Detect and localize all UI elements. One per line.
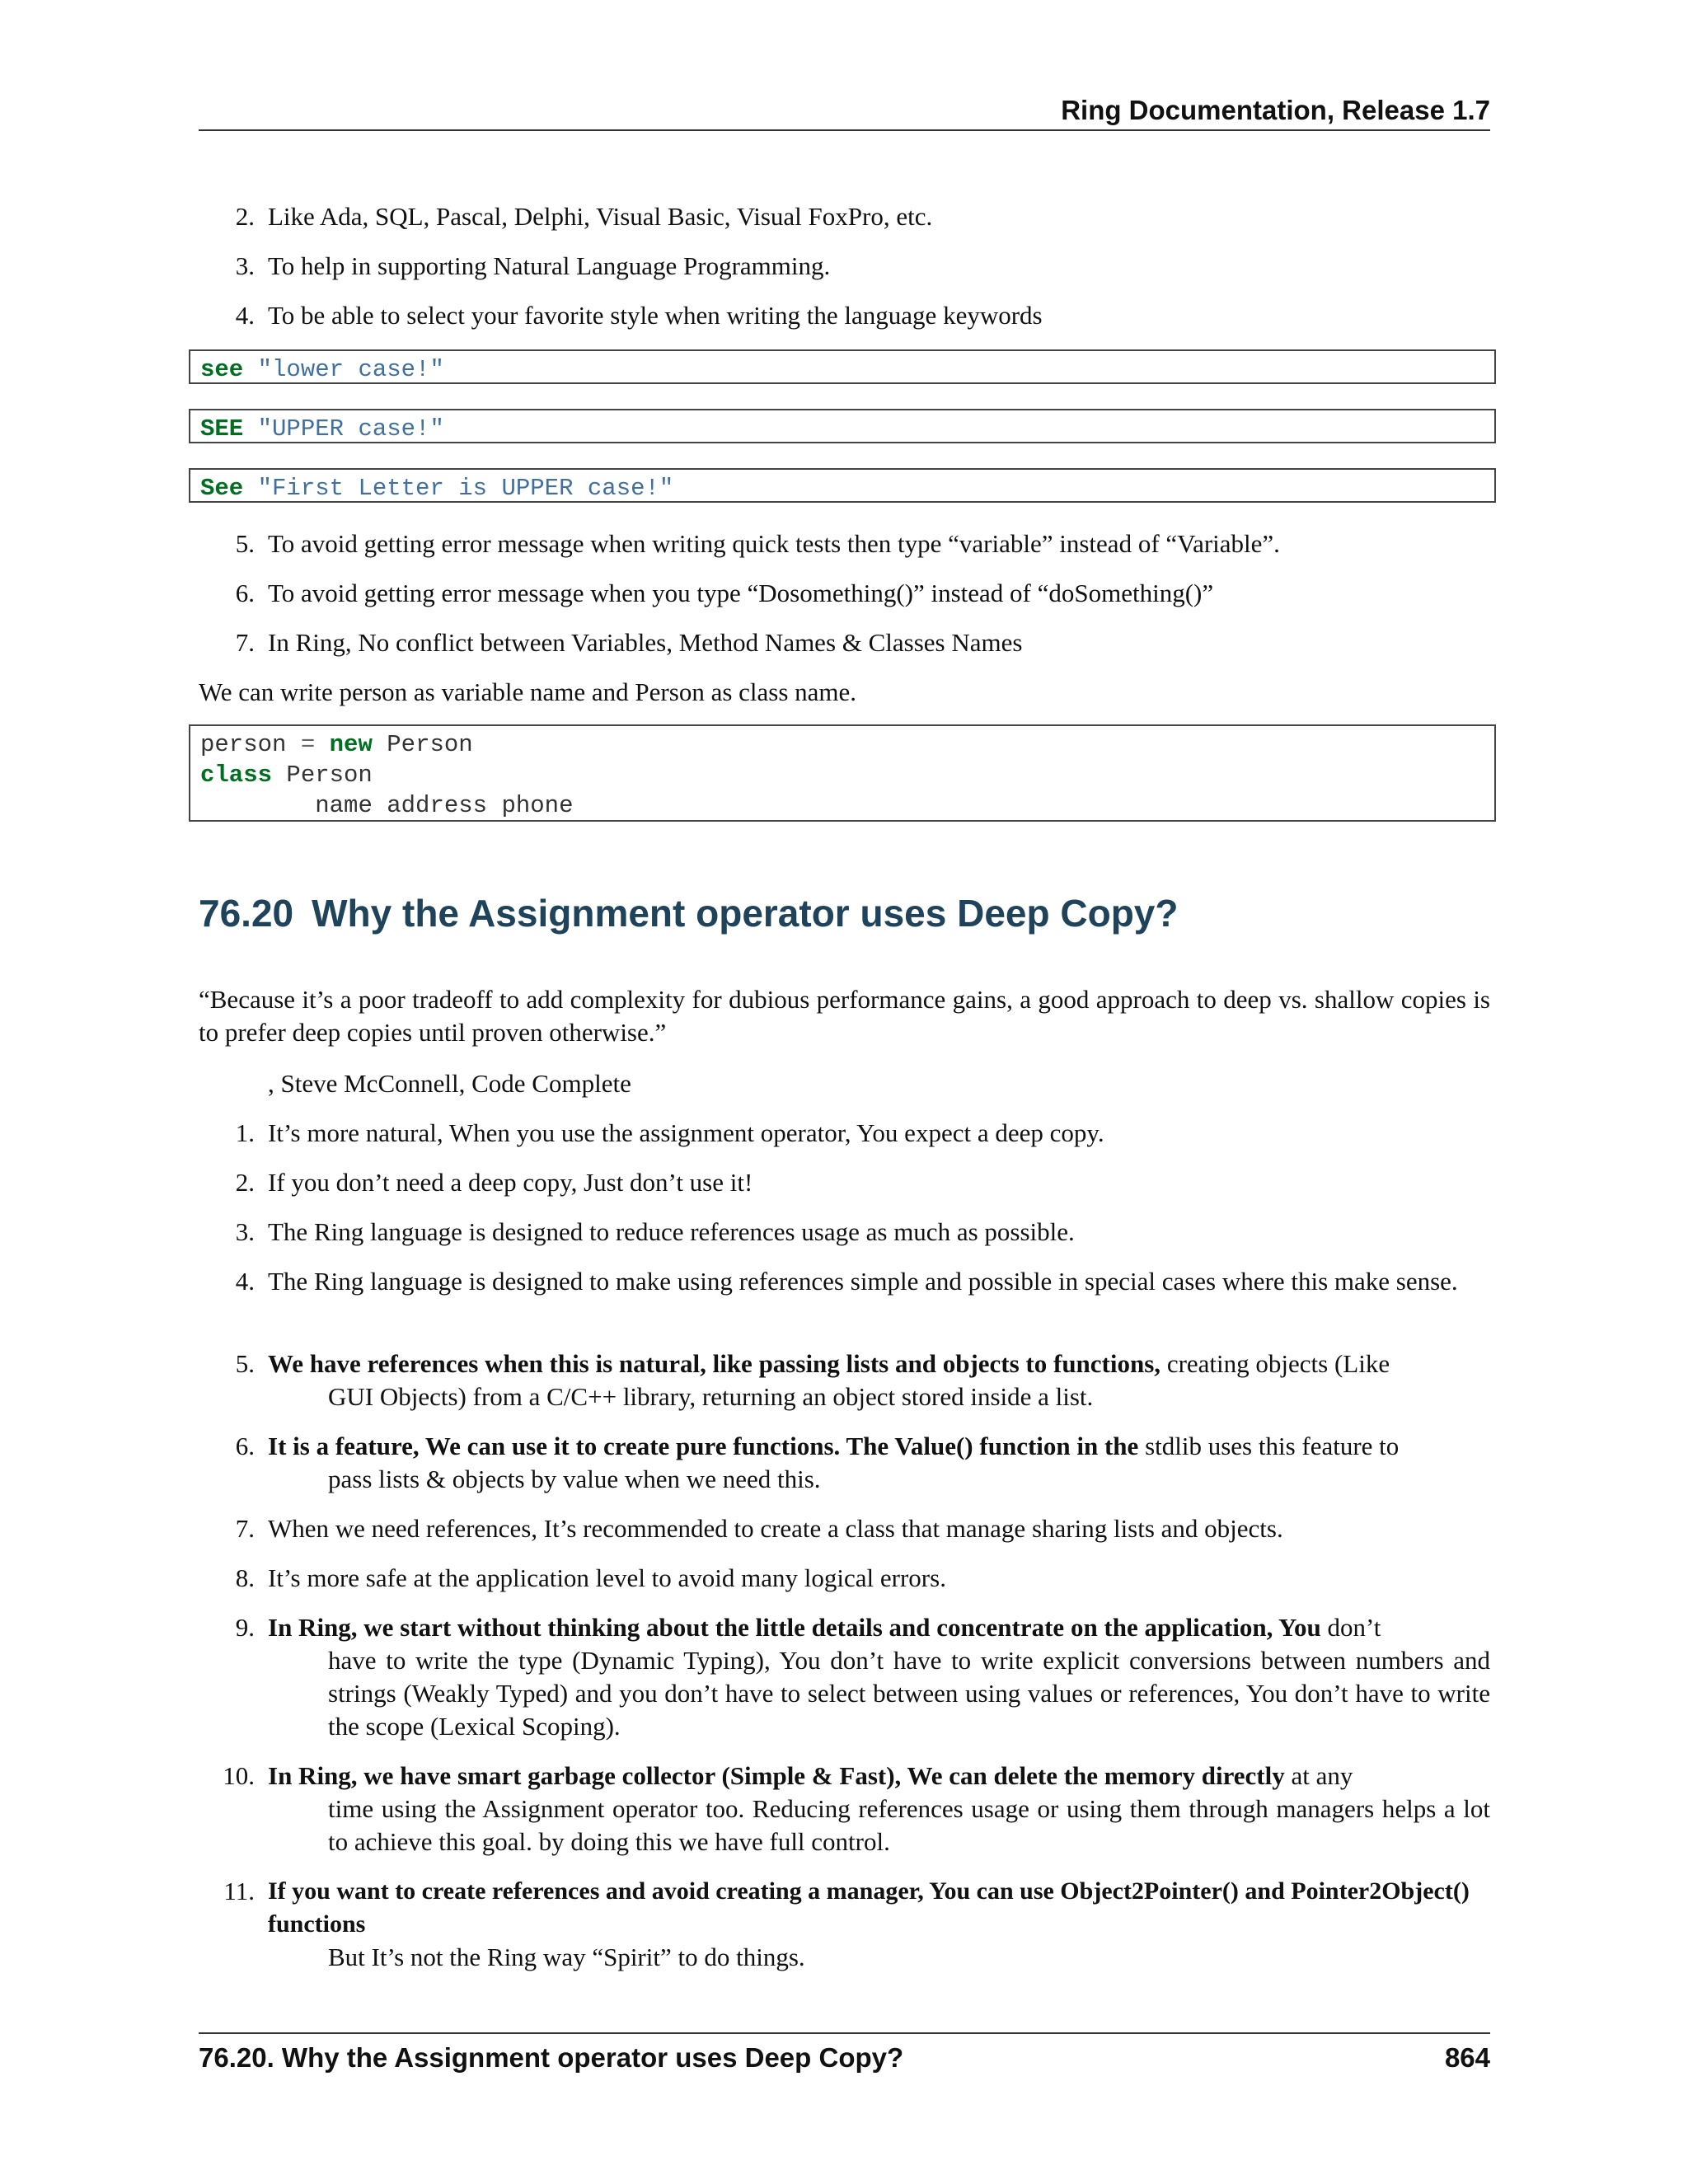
list-number: 5. bbox=[235, 1349, 255, 1378]
code-string: "UPPER case!" bbox=[257, 415, 444, 443]
list-text: In Ring, No conflict between Variables, Method Names & Classes Names bbox=[268, 628, 1023, 657]
list-text bbox=[268, 1347, 1490, 1413]
list-number: 8. bbox=[235, 1563, 255, 1592]
list-text: To be able to select your favorite style when writing the language keywords bbox=[268, 301, 1043, 330]
list-number: 5. bbox=[235, 529, 255, 558]
code-identifier: person bbox=[200, 731, 287, 758]
list-number: 2. bbox=[235, 1168, 255, 1197]
list-rest-text: at any bbox=[1291, 1761, 1353, 1790]
list-number: 9. bbox=[235, 1613, 255, 1642]
list-number: 7. bbox=[235, 1514, 255, 1543]
code-block-upper bbox=[189, 409, 1496, 443]
code-keyword: new bbox=[329, 731, 373, 758]
list-number: 3. bbox=[235, 251, 255, 280]
list-number: 4. bbox=[235, 301, 255, 330]
code-block-first-letter bbox=[189, 468, 1496, 503]
list-number: 4. bbox=[235, 1267, 255, 1296]
list-number: 11. bbox=[223, 1877, 255, 1905]
code-operator: = bbox=[300, 731, 316, 758]
code-keyword: SEE bbox=[200, 415, 244, 443]
code-identifier: name address phone bbox=[315, 792, 574, 819]
code-keyword: class bbox=[200, 762, 273, 789]
code-block-person bbox=[189, 724, 1496, 822]
footer-rule bbox=[199, 2032, 1490, 2034]
list-text bbox=[268, 1875, 1490, 1974]
list-continuation: But It’s not the Ring way “Spirit” to do things. bbox=[328, 1943, 805, 1971]
page-number: 864 bbox=[1444, 2042, 1490, 2073]
list-number: 10. bbox=[223, 1761, 255, 1790]
list-continuation: have to write the type (Dynamic Typing), You don’t have to write explicit conversions between numbers and strings (Weakly Typed) and you don’t have to select between using values or references, You don’t have to write the scope (Lexical Scoping). bbox=[328, 1646, 1490, 1741]
list-text: The Ring language is designed to reduce references usage as much as possible. bbox=[268, 1217, 1075, 1246]
list-continuation: GUI Objects) from a C/C++ library, returning an object stored inside a list. bbox=[328, 1382, 1094, 1411]
code-string: "First Letter is UPPER case!" bbox=[257, 475, 674, 502]
list-continuation: time using the Assignment operator too. Reducing references usage or using them through managers helps a lot to achieve this goal. by doing this we have full control. bbox=[328, 1794, 1490, 1856]
code-keyword: see bbox=[200, 356, 244, 383]
list-text: To help in supporting Natural Language Programming. bbox=[268, 251, 831, 280]
running-header: Ring Documentation, Release 1.7 bbox=[1061, 95, 1490, 125]
list-rest-text: don’t bbox=[1327, 1613, 1381, 1642]
list-text: To avoid getting error message when you type “Dosomething()” instead of “doSomething()” bbox=[268, 579, 1214, 607]
list-number: 2. bbox=[235, 202, 255, 231]
list-bold-text: We have references when this is natural, like passing lists and objects to functions, bbox=[268, 1349, 1161, 1378]
list-bold-text: It is a feature, We can use it to create pure functions. The Value() function in the bbox=[268, 1432, 1139, 1460]
header-rule bbox=[199, 129, 1490, 131]
list-text bbox=[268, 1611, 1490, 1743]
section-heading bbox=[199, 888, 1178, 938]
list-continuation: pass lists & objects by value when we need this. bbox=[328, 1465, 821, 1493]
section-number: 76.20 bbox=[199, 892, 294, 935]
code-identifier: Person bbox=[387, 731, 473, 758]
block-quote: “Because it’s a poor tradeoff to add complexity for dubious performance gains, a good approach to deep vs. shallow copies is to prefer deep copies until proven otherwise.” bbox=[199, 985, 1490, 1047]
list-number: 3. bbox=[235, 1217, 255, 1246]
code-block-lower bbox=[189, 349, 1496, 384]
list-text: When we need references, It’s recommended to create a class that manage sharing lists and objects. bbox=[268, 1514, 1283, 1543]
code-keyword: See bbox=[200, 475, 244, 502]
paragraph: We can write person as variable name and Person as class name. bbox=[199, 677, 857, 706]
list-bold-text: In Ring, we have smart garbage collector (Simple & Fast), We can delete the memory directly bbox=[268, 1761, 1285, 1790]
list-number: 6. bbox=[235, 1432, 255, 1460]
list-text: Like Ada, SQL, Pascal, Delphi, Visual Basic, Visual FoxPro, etc. bbox=[268, 202, 933, 231]
running-footer bbox=[199, 2040, 1490, 2076]
list-bold-text: In Ring, we start without thinking about the little details and concentrate on the application, You bbox=[268, 1613, 1321, 1642]
list-number: 1. bbox=[235, 1118, 255, 1147]
list-text: To avoid getting error message when writing quick tests then type “variable” instead of “Variable”. bbox=[268, 529, 1280, 558]
list-bold-text: If you want to create references and avoid creating a manager, You can use Object2Pointer() and Pointer2Object() functions bbox=[268, 1877, 1470, 1938]
list-number: 7. bbox=[235, 628, 255, 657]
list-text: It’s more safe at the application level to avoid many logical errors. bbox=[268, 1563, 946, 1592]
list-text: If you don’t need a deep copy, Just don’t use it! bbox=[268, 1168, 753, 1197]
list-rest-text: stdlib uses this feature to bbox=[1145, 1432, 1400, 1460]
list-text: It’s more natural, When you use the assignment operator, You expect a deep copy. bbox=[268, 1118, 1104, 1147]
footer-section-title: 76.20. Why the Assignment operator uses Deep Copy? bbox=[199, 2042, 904, 2073]
code-identifier: Person bbox=[286, 762, 373, 789]
code-string: "lower case!" bbox=[257, 356, 444, 383]
list-rest-text: creating objects (Like bbox=[1166, 1349, 1390, 1378]
list-number: 6. bbox=[235, 579, 255, 607]
list-text: The Ring language is designed to make using references simple and possible in special cases where this make sense. bbox=[268, 1267, 1458, 1296]
quote-attribution: , Steve McConnell, Code Complete bbox=[268, 1069, 631, 1098]
list-text bbox=[268, 1760, 1490, 1858]
list-text bbox=[268, 1430, 1490, 1496]
section-title: Why the Assignment operator uses Deep Copy? bbox=[312, 892, 1179, 935]
